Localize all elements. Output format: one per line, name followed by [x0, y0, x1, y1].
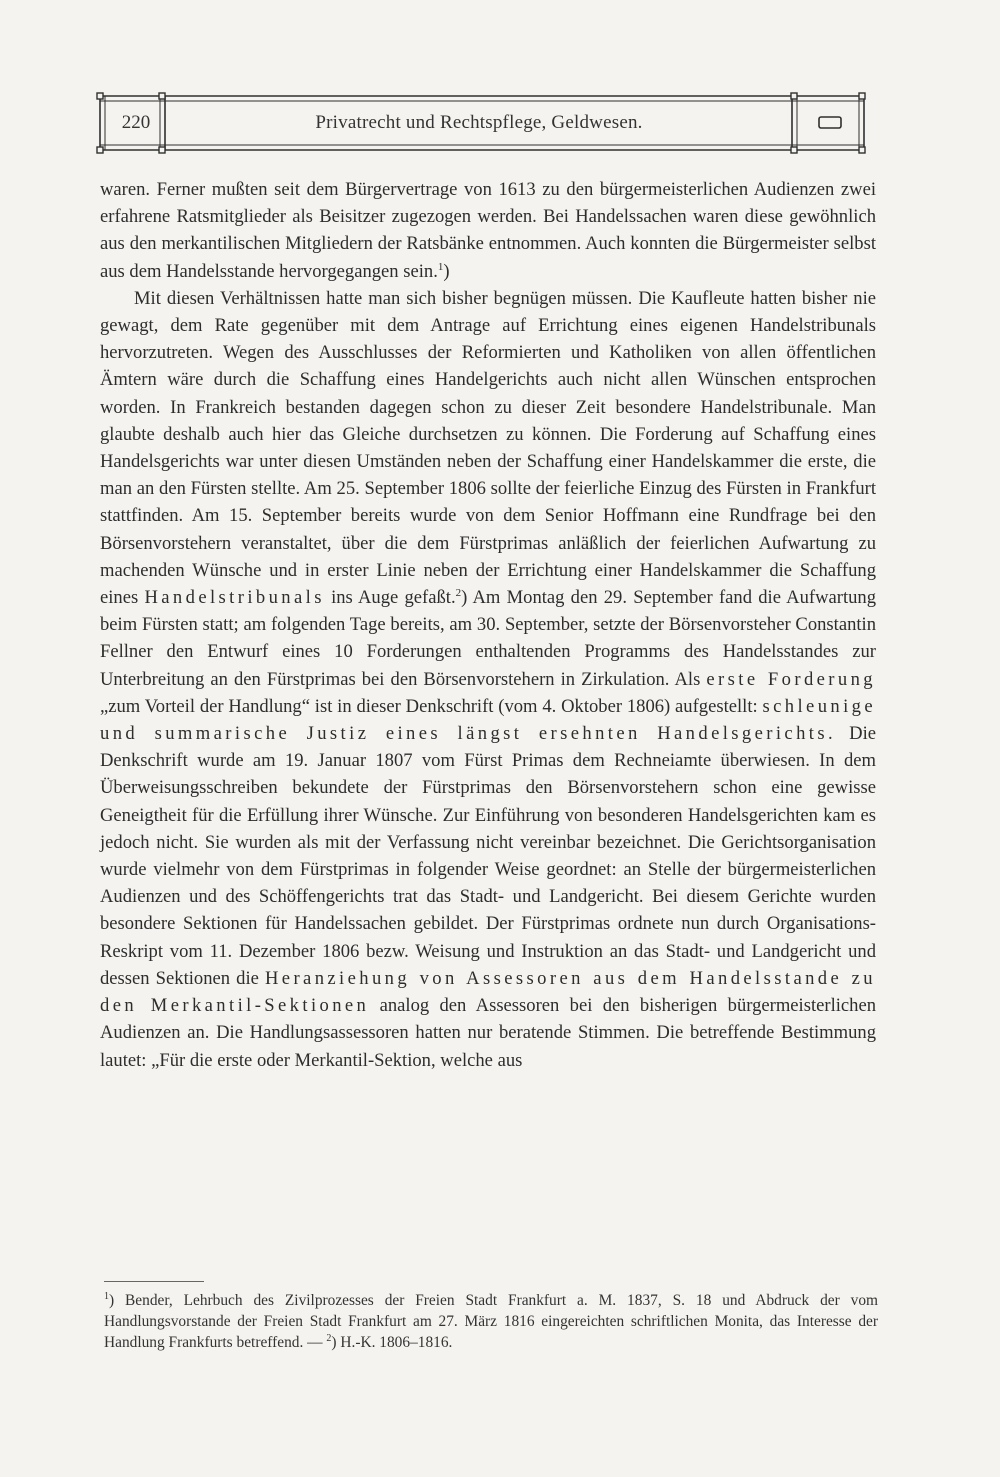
- paragraph-text: Mit diesen Verhältnissen hatte man sich bisher begnügen müssen. Die Kaufleute hatten bisher nie gewagt, dem Rate gegenüber mit dem Antrage auf Errichtung eines eigenen Handelstribunals hervorzutreten. Wegen des Ausschlusses der Reformierten und Katholiken von allen öffentlichen Ämtern wäre durch die Schaffung eines Handelgerichts auch nicht allen Wünschen entsprochen worden. In Frankreich bestanden dagegen schon zu dieser Zeit besondere Handelstribunale. Man glaubte deshalb auch hier das Gleiche durchsetzen zu können. Die Forderung auf Schaffung eines Handelsgerichts war unter diesen Umständen neben der Schaffung einer Handelskammer die erste, die man an den Fürsten stellte. Am 25. September 1806 sollte der feierliche Einzug des Fürsten in Frankfurt stattfinden. Am 15. September bereits wurde von dem Senior Hoffmann eine Rundfrage bei den Börsenvorstehern veranstaltet, über die dem Fürstprimas anläßlich der feierlichen Aufwartung zu machenden Wünsche und in erster Linie neben der Errichtung einer Handelskammer die Schaffung eines: [100, 287, 876, 609]
- paragraph-2: [100, 285, 876, 1074]
- emphasis-text: schleunige und summarische Justiz eines längst ersehnten Handelsgerichts.: [100, 695, 876, 745]
- footnote-mark: 1: [104, 1290, 109, 1302]
- footnote-ref: 2: [455, 586, 462, 599]
- footnote-divider: [104, 1281, 204, 1282]
- footnote-text: ) Bender, Lehrbuch des Zivilprozesses der Freien Stadt Frankfurt a. M. 1837, S. 18 und Abdruck der vom Handlungsvorstande der Freien Stadt Frankfurt am 27. März 1816 eingereichten schriftlichen Monita, das Interesse der Handlung Frankfurts betreffend. —: [104, 1292, 878, 1351]
- emphasis-text: erste Forderung: [706, 668, 876, 690]
- paragraph-text: Die Denkschrift wurde am 19. Januar 1807 vom Fürst Primas dem Rechneiamte überwiesen. In dem Überweisungsschreiben bekundete der Fürstprimas den Börsenvorstehern schon eine gewisse Geneigtheit für die Erfüllung ihrer Wünsche. Zur Einführung von besonderen Handelsgerichten kam es jedoch nicht. Sie wurden als mit der Verfassung nicht vereinbar bezeichnet. Die Gerichtsorganisation wurde vielmehr von dem Fürstprimas in folgender Weise geordnet: an Stelle der bürgermeisterlichen Audienzen und des Schöffengerichts trat das Stadt- und Landgericht. Bei diesem Gerichte wurden besondere Sektionen für Handelssachen gebildet. Der Fürstprimas ordnete nun durch Organisations-Reskript vom 11. Dezember 1806 bezw. Weisung und Instruktion an das Stadt- und Landgericht und dessen Sektionen die: [100, 723, 877, 989]
- footnote-mark: 2: [326, 1332, 332, 1344]
- emphasis-text: Handelstribunals: [144, 587, 325, 609]
- running-title: Privatrecht und Rechtspflege, Geldwesen.: [315, 112, 643, 133]
- paragraph-text: ins Auge gefaßt.: [331, 587, 456, 609]
- paragraph-text: „zum Vorteil der Handlung“ ist in dieser Denkschrift (vom 4. Oktober 1806) aufgestellt:: [100, 695, 758, 717]
- page-number: 220: [121, 112, 151, 133]
- paragraph-text: waren. Ferner mußten seit dem Bürgervertrage von 1613 zu den bürgermeisterlichen Audienzen zwei erfahrene Ratsmitglieder als Beisitzer zugezogen werden. Bei Handelssachen waren diese gewöhnlich aus den merkantilischen Mitgliedern der Ratsbänke entnommen. Auch konnten die Bürgermeister selbst aus dem Handelsstande hervorgegangen sein.: [100, 179, 876, 282]
- page-header: [96, 92, 868, 154]
- paragraph-text: ) Am Montag den 29. September fand die Aufwartung beim Fürsten statt; am folgenden Tage bereits, am 30. September, setzte der Börsenvorsteher Constantin Fellner den Entwurf eines 10 Forderungen enthaltenden Programms des Handelsstandes zur Unterbreitung an den Fürstprimas bei den Börsenvorstehern in Zirkulation. Als: [100, 587, 876, 690]
- footnote-ref: 1: [437, 260, 444, 273]
- body-text: [100, 176, 876, 1074]
- emphasis-text: Heranziehung von Assessoren aus dem Handelsstande zu den Merkantil-Sektionen: [100, 967, 877, 1017]
- ornament-icon: [819, 117, 841, 128]
- paragraph-1: [100, 176, 876, 285]
- footnote-text: ) H.-K. 1806–1816.: [331, 1334, 453, 1351]
- footnotes: [104, 1290, 878, 1353]
- paragraph-text: ): [443, 260, 450, 282]
- paragraph-text: analog den Assessoren bei den bisherigen bürgermeisterlichen Audienzen an. Die Handlungsassessoren hatten nur beratende Stimmen. Die betreffende Bestimmung lautet: „Für die erste oder Merkantil-Sektion, welche aus: [100, 995, 877, 1071]
